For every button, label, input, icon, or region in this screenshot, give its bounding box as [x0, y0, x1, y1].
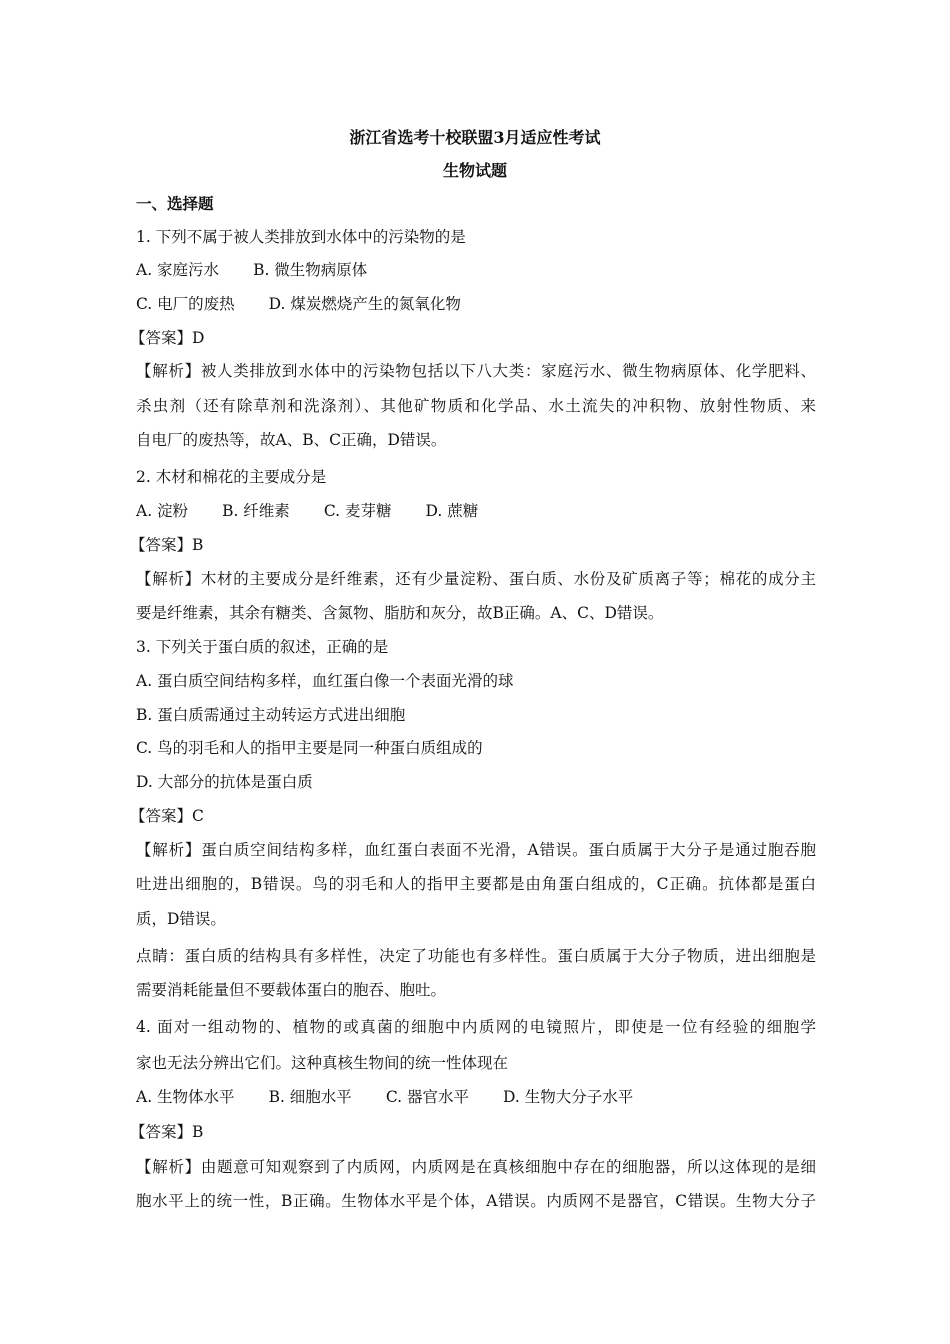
question-2-analysis-line: 【解析】木材的主要成分是纤维素，还有少量淀粉、蛋白质、水份及矿质离子等；棉花的成分主 [136, 570, 816, 588]
question-1-analysis-line: 杀虫剂（还有除草剂和洗涤剂）、其他矿物质和化学品、水土流失的冲积物、放射性物质、来 [136, 397, 816, 415]
question-2-analysis-line: 要是纤维素，其余有糖类、含氮物、脂肪和灰分，故B正确。A、C、D错误。 [136, 604, 664, 622]
document-title: 浙江省选考十校联盟3月适应性考试 [349, 128, 601, 147]
q4-option-a: A. 生物体水平 [136, 1088, 235, 1106]
q2-option-b: B. 纤维素 [222, 502, 290, 520]
document-subtitle: 生物试题 [442, 161, 507, 180]
question-1-answer: 【答案】D [130, 329, 205, 347]
question-1-analysis-line: 自电厂的废热等，故A、B、C正确，D错误。 [136, 431, 447, 449]
q1-option-d: D. 煤炭燃烧产生的氮氧化物 [268, 295, 461, 313]
q2-option-c: C. 麦芽糖 [323, 502, 392, 520]
q1-option-b: B. 微生物病原体 [253, 261, 368, 279]
question-1-options-row1 [136, 260, 816, 280]
question-4-stem-line: 家也无法分辨出它们。这种真核生物间的统一性体现在 [136, 1054, 509, 1072]
q3-option-d: D. 大部分的抗体是蛋白质 [136, 773, 313, 791]
q2-option-a: A. 淀粉 [136, 502, 189, 520]
question-4-stem-line: 4. 面对一组动物的、植物的或真菌的细胞中内质网的电镜照片，即使是一位有经验的细胞学 [136, 1018, 816, 1036]
question-3-answer: 【答案】C [130, 807, 204, 825]
q2-option-d: D. 蔗糖 [425, 502, 479, 520]
question-3-stem: 3. 下列关于蛋白质的叙述，正确的是 [136, 638, 389, 656]
question-3-analysis-line: 【解析】蛋白质空间结构多样，血红蛋白表面不光滑，A错误。蛋白质属于大分子是通过胞吞胞 [136, 841, 816, 859]
question-1-analysis-line: 【解析】被人类排放到水体中的污染物包括以下八大类：家庭污水、微生物病原体、化学肥料、 [136, 362, 816, 380]
question-2-options [136, 501, 816, 521]
question-4-answer: 【答案】B [130, 1123, 204, 1141]
q3-option-c: C. 鸟的羽毛和人的指甲主要是同一种蛋白质组成的 [136, 739, 483, 757]
section-heading: 一、选择题 [136, 194, 214, 213]
question-3-analysis-line: 吐进出细胞的，B错误。鸟的羽毛和人的指甲主要都是由角蛋白组成的，C正确。抗体都是蛋白 [136, 875, 816, 893]
question-1-stem: 1. 下列不属于被人类排放到水体中的污染物的是 [136, 228, 466, 246]
question-3-note-line: 需要消耗能量但不要载体蛋白的胞吞、胞吐。 [136, 981, 447, 999]
q4-option-b: B. 细胞水平 [268, 1088, 352, 1106]
q1-option-c: C. 电厂的废热 [136, 295, 235, 313]
q3-option-b: B. 蛋白质需通过主动转运方式进出细胞 [136, 706, 406, 724]
question-3-analysis-line: 质，D错误。 [136, 910, 226, 928]
q4-option-d: D. 生物大分子水平 [502, 1088, 634, 1106]
question-2-stem: 2. 木材和棉花的主要成分是 [136, 468, 327, 486]
question-2-answer: 【答案】B [130, 536, 204, 554]
question-1-options-row2 [136, 294, 816, 314]
question-4-analysis-line: 胞水平上的统一性，B正确。生物体水平是个体，A错误。内质网不是器官，C错误。生物大分子 [136, 1192, 816, 1210]
q1-option-a: A. 家庭污水 [136, 261, 220, 279]
question-3-note-line: 点睛：蛋白质的结构具有多样性，决定了功能也有多样性。蛋白质属于大分子物质，进出细胞是 [136, 947, 816, 965]
question-4-analysis-line: 【解析】由题意可知观察到了内质网，内质网是在真核细胞中存在的细胞器，所以这体现的是细 [136, 1158, 816, 1176]
question-4-options [136, 1087, 816, 1107]
q4-option-c: C. 器官水平 [385, 1088, 469, 1106]
q3-option-a: A. 蛋白质空间结构多样，血红蛋白像一个表面光滑的球 [136, 672, 514, 690]
